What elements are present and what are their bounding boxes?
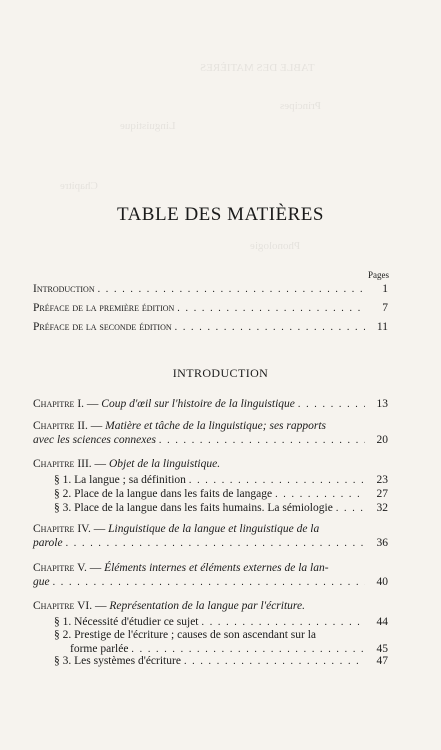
toc-entry-chapter-1 <box>33 397 388 412</box>
page-number: 45 <box>376 643 388 655</box>
page-title: TABLE DES MATIÈRES <box>117 204 324 225</box>
page-number: 44 <box>376 616 388 628</box>
toc-entry-chapter-6 <box>33 599 388 613</box>
chapter-number: Chapitre I. — <box>33 398 99 410</box>
subentry-label: § 1. La langue ; sa définition <box>54 474 186 486</box>
page-number: 7 <box>382 302 388 314</box>
toc-entry-chapter-4 <box>33 522 388 551</box>
subentry-label: § 2. Prestige de l'écriture ; causes de son ascendant sur la <box>54 629 317 641</box>
chapter-title: Coup d'œil sur l'histoire de la linguistique <box>101 398 295 410</box>
page-number: 40 <box>376 576 388 588</box>
chapter-title-cont: avec les sciences connexes <box>33 434 156 446</box>
chapter-number: Chapitre V. — <box>33 562 102 574</box>
chapter-title: Éléments internes et éléments externes de la lan- <box>104 562 329 574</box>
toc-entry-chapter-5 <box>33 561 388 590</box>
page-number: 13 <box>376 398 388 410</box>
page-number: 1 <box>382 283 388 295</box>
leader-dots <box>184 655 365 669</box>
page-number: 27 <box>376 488 388 500</box>
leader-dots <box>298 398 365 412</box>
page-number: 11 <box>376 321 388 333</box>
chapter-title-cont: gue <box>33 576 50 588</box>
toc-entry-preface-first <box>33 301 388 316</box>
toc-subentry <box>54 501 388 516</box>
entry-label: Préface de la seconde édition <box>33 321 172 333</box>
page-number: 23 <box>376 474 388 486</box>
toc-entry-introduction <box>33 282 388 297</box>
page-number: 32 <box>376 502 388 514</box>
toc-entry-chapter-2 <box>33 419 388 448</box>
chapter-title: Matière et tâche de la linguistique; ses rapports <box>105 420 327 432</box>
chapter-title-cont: parole <box>33 537 63 549</box>
bleed-text: Chapitre <box>60 180 98 192</box>
bleed-through-text <box>0 0 441 300</box>
bleed-text: Phonologie <box>250 240 301 252</box>
page-number: 47 <box>376 655 388 667</box>
leader-dots <box>175 321 365 335</box>
toc-subentry <box>54 654 388 669</box>
chapter-number: Chapitre II. — <box>33 420 103 432</box>
leader-dots <box>275 488 365 502</box>
bleed-text: TABLE DES MATIÈRES <box>200 62 315 74</box>
toc-subentry <box>54 487 388 502</box>
subentry-label: § 2. Place de la langue dans les faits de langage <box>54 488 273 500</box>
toc-subentry <box>54 628 388 657</box>
chapter-title: Objet de la linguistique. <box>108 458 221 470</box>
chapter-number: Chapitre IV. — <box>33 523 106 535</box>
leader-dots <box>336 502 365 516</box>
bleed-text: Linguistique <box>120 120 176 132</box>
leader-dots <box>177 302 365 316</box>
subentry-label: § 3. Les systèmes d'écriture <box>54 655 181 667</box>
page-number: 20 <box>376 434 388 446</box>
section-heading: INTRODUCTION <box>172 366 269 380</box>
toc-subentry <box>54 473 388 488</box>
leader-dots <box>98 283 365 297</box>
leader-dots <box>66 537 365 551</box>
subentry-label: § 3. Place de la langue dans les faits humains. La sémiologie <box>54 502 333 514</box>
chapter-number: Chapitre VI. — <box>33 600 107 612</box>
subentry-label-cont: forme parlée <box>70 643 129 655</box>
toc-entry-chapter-3 <box>33 457 388 471</box>
leader-dots <box>159 434 365 448</box>
leader-dots <box>53 576 365 590</box>
entry-label: Introduction <box>33 283 95 295</box>
subentry-label: § 1. Nécessité d'étudier ce sujet <box>54 616 199 628</box>
chapter-title: Linguistique de la langue et linguistique de la <box>108 523 320 535</box>
leader-dots <box>189 474 365 488</box>
bleed-text: Principes <box>280 100 321 112</box>
pages-column-label: Pages <box>368 270 389 280</box>
page-number: 36 <box>376 537 388 549</box>
chapter-number: Chapitre III. — <box>33 458 107 470</box>
entry-label: Préface de la première édition <box>33 302 175 314</box>
toc-entry-preface-second <box>33 320 388 335</box>
chapter-title: Représentation de la langue par l'écriture. <box>109 600 305 612</box>
